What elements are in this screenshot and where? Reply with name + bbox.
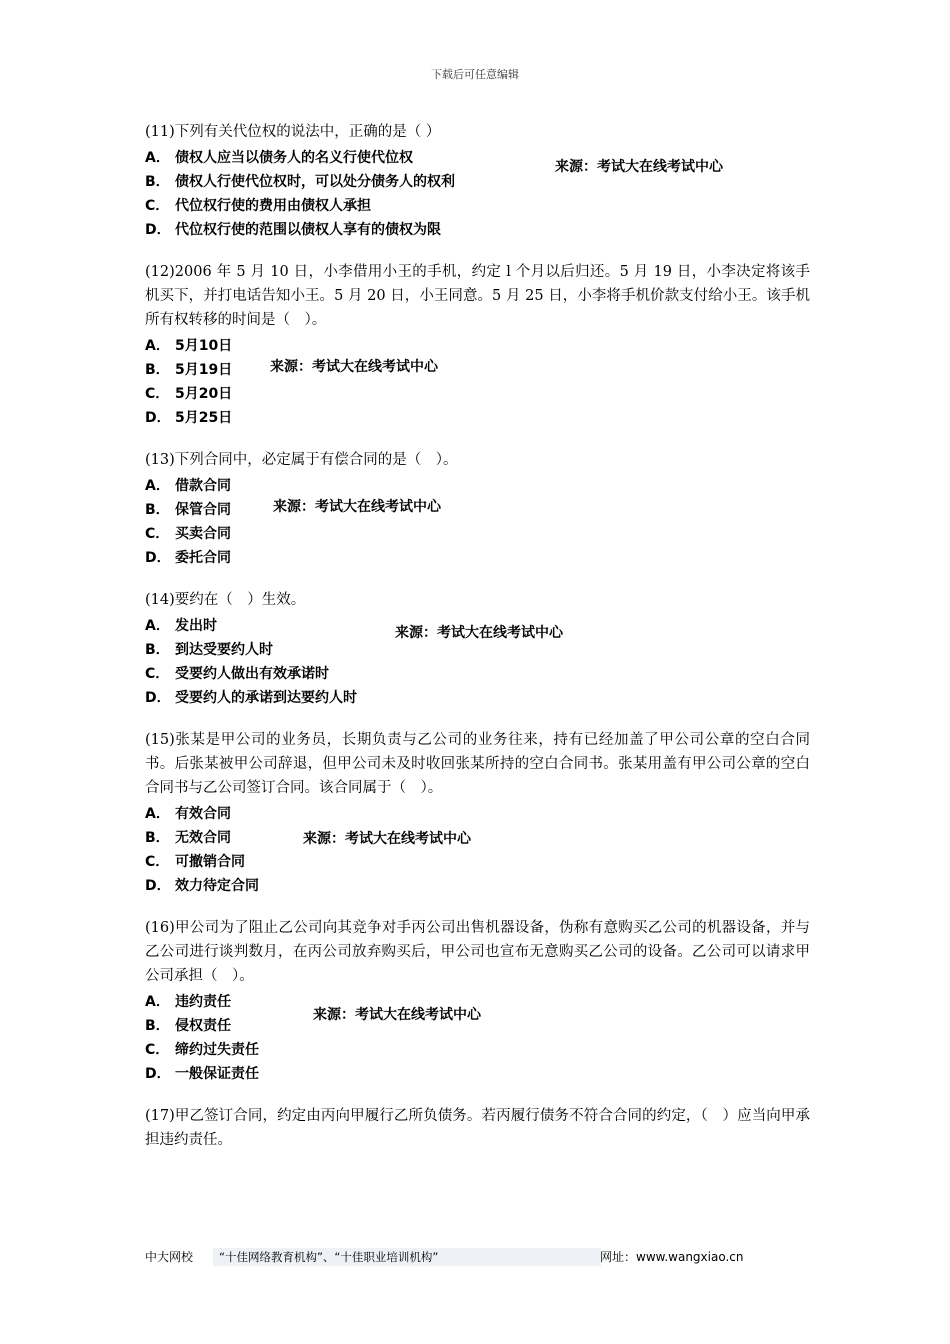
header-note: 下载后可任意编辑 — [431, 68, 519, 81]
option-c — [145, 1038, 810, 1062]
question-stem: (11)下列有关代位权的说法中，正确的是（ ） — [145, 124, 441, 140]
option-key: D． — [145, 878, 171, 894]
footer-slogan: “十佳网络教育机构”、“十佳职业培训机构” — [213, 1248, 601, 1266]
option-text: 债权人行使代位权时，可以处分债务人的权利 — [175, 174, 455, 190]
option-text: 可撤销合同 — [175, 854, 245, 870]
option-text: 违约责任 — [175, 994, 231, 1010]
source-watermark: 来源：考试大在线考试中心 — [303, 831, 471, 847]
option-d — [145, 218, 810, 242]
option-key: A． — [145, 150, 170, 166]
option-text: 保管合同 — [175, 502, 231, 518]
option-key: C． — [145, 1042, 170, 1058]
option-key: A． — [145, 338, 170, 354]
option-key: D． — [145, 690, 171, 706]
question-stem: (17)甲乙签订合同，约定由丙向甲履行乙所负债务。若丙履行债务不符合合同的约定，（ ）应当向甲承担违约责任。 — [145, 1108, 810, 1148]
option-c — [145, 850, 810, 874]
option-text: 受要约人做出有效承诺时 — [175, 666, 329, 682]
option-text: 到达受要约人时 — [175, 642, 273, 658]
question-12 — [145, 260, 810, 430]
option-text: 5月10日 — [175, 338, 233, 354]
option-c — [145, 662, 810, 686]
option-text: 代位权行使的费用由债权人承担 — [175, 198, 371, 214]
option-text: 借款合同 — [175, 478, 231, 494]
source-watermark: 来源：考试大在线考试中心 — [270, 359, 438, 375]
option-a — [145, 474, 810, 498]
option-c — [145, 382, 810, 406]
option-key: D． — [145, 410, 171, 426]
option-text: 有效合同 — [175, 806, 231, 822]
option-d — [145, 874, 810, 898]
option-key: A． — [145, 478, 170, 494]
option-text: 受要约人的承诺到达要约人时 — [175, 690, 357, 706]
question-stem: (14)要约在（ ）生效。 — [145, 592, 306, 608]
option-key: D． — [145, 1066, 171, 1082]
footer-website: 网址：www.wangxiao.cn — [600, 1250, 744, 1264]
question-stem: (12)2006 年 5 月 10 日，小李借用小王的手机，约定 l 个月以后归还。5 月 19 日，小李决定将该手机买下，并打电话告知小王。5 月 20 日，小王同意。5 月 25 日，小李将手机价款支付给小王。该手机所有权转移的时间是（ ）。 — [145, 264, 810, 328]
option-text: 委托合同 — [175, 550, 231, 566]
option-key: D． — [145, 550, 171, 566]
question-stem: (16)甲公司为了阻止乙公司向其竞争对手丙公司出售机器设备，伪称有意购买乙公司的机器设备，并与乙公司进行谈判数月，在丙公司放弃购买后，甲公司也宣布无意购买乙公司的设备。乙公司可以请求甲公司承担（ ）。 — [145, 920, 810, 984]
question-13 — [145, 448, 810, 570]
option-d — [145, 1062, 810, 1086]
option-text: 发出时 — [175, 618, 217, 634]
question-15 — [145, 728, 810, 898]
option-text: 侵权责任 — [175, 1018, 231, 1034]
option-key: B． — [145, 1018, 170, 1034]
option-key: A． — [145, 994, 170, 1010]
source-watermark: 来源：考试大在线考试中心 — [273, 499, 441, 515]
option-a — [145, 334, 810, 358]
question-stem: (15)张某是甲公司的业务员，长期负责与乙公司的业务往来，持有已经加盖了甲公司公章的空白合同书。后张某被甲公司辞退，但甲公司未及时收回张某所持的空白合同书。张某用盖有甲公司公章的空白合同书与乙公司签订合同。该合同属于（ ）。 — [145, 732, 810, 796]
option-text: 缔约过失责任 — [175, 1042, 259, 1058]
option-b — [145, 826, 810, 850]
option-b — [145, 358, 810, 382]
option-text: 5月20日 — [175, 386, 233, 402]
source-watermark: 来源：考试大在线考试中心 — [395, 625, 563, 641]
question-list — [145, 120, 810, 1170]
option-d — [145, 406, 810, 430]
option-key: B． — [145, 830, 170, 846]
option-key: C． — [145, 666, 170, 682]
option-list — [145, 614, 810, 710]
option-text: 买卖合同 — [175, 526, 231, 542]
option-key: A． — [145, 806, 170, 822]
option-b — [145, 498, 810, 522]
option-text: 5月19日 — [175, 362, 233, 378]
source-watermark: 来源：考试大在线考试中心 — [555, 159, 723, 175]
option-list — [145, 334, 810, 430]
option-text: 无效合同 — [175, 830, 231, 846]
option-d — [145, 546, 810, 570]
option-list — [145, 474, 810, 570]
option-key: D． — [145, 222, 171, 238]
option-a — [145, 802, 810, 826]
option-d — [145, 686, 810, 710]
question-11 — [145, 120, 810, 242]
question-17 — [145, 1104, 810, 1152]
option-text: 5月25日 — [175, 410, 233, 426]
option-text: 一般保证责任 — [175, 1066, 259, 1082]
option-text: 代位权行使的范围以债权人享有的债权为限 — [175, 222, 441, 238]
option-key: B． — [145, 174, 170, 190]
page-footer — [145, 1248, 810, 1266]
option-list — [145, 146, 810, 242]
question-stem: (13)下列合同中，必定属于有偿合同的是（ ）。 — [145, 452, 458, 468]
option-key: C． — [145, 526, 170, 542]
option-key: C． — [145, 198, 170, 214]
option-text: 效力待定合同 — [175, 878, 259, 894]
option-key: A． — [145, 618, 170, 634]
option-list — [145, 990, 810, 1086]
question-14 — [145, 588, 810, 710]
footer-school-name: 中大网校 — [145, 1250, 194, 1264]
source-watermark: 来源：考试大在线考试中心 — [313, 1007, 481, 1023]
option-key: C． — [145, 386, 170, 402]
option-key: B． — [145, 642, 170, 658]
option-key: B． — [145, 362, 170, 378]
option-key: B． — [145, 502, 170, 518]
option-text: 债权人应当以债务人的名义行使代位权 — [175, 150, 413, 166]
option-c — [145, 194, 810, 218]
question-16 — [145, 916, 810, 1086]
option-list — [145, 802, 810, 898]
option-c — [145, 522, 810, 546]
option-key: C． — [145, 854, 170, 870]
